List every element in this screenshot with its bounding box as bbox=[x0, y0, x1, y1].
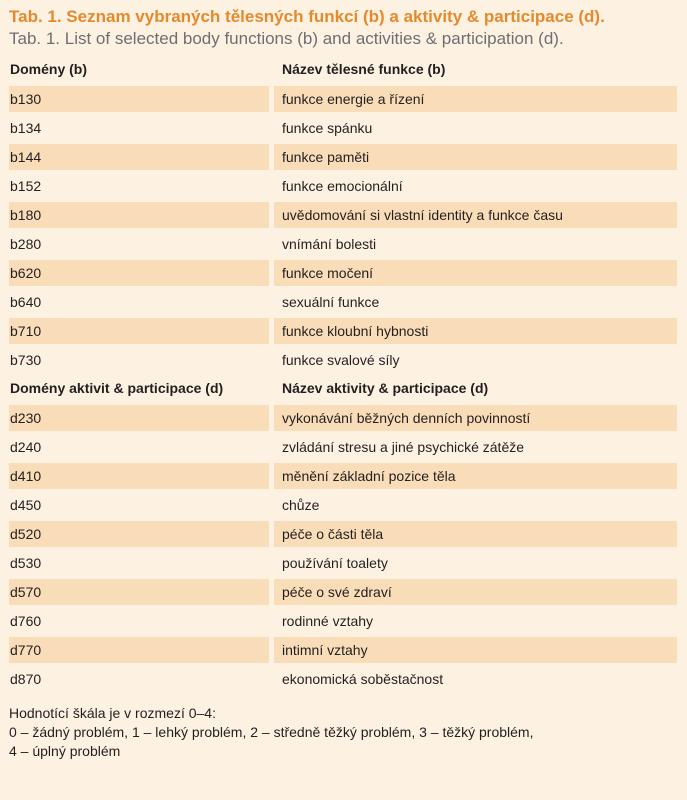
rating-scale-note bbox=[9, 704, 678, 761]
body-function-name-cell: sexuální funkce bbox=[274, 286, 677, 315]
activity-code-cell: d870 bbox=[9, 663, 274, 692]
activity-code-cell: d520 bbox=[9, 518, 274, 547]
header-domains-b: Domény (b) bbox=[10, 60, 87, 77]
table-row bbox=[9, 460, 677, 489]
body-function-code-cell: b152 bbox=[9, 170, 274, 199]
header-activity-name: Název aktivity & participace (d) bbox=[282, 379, 489, 396]
activity-code-cell: d530 bbox=[9, 547, 274, 576]
table-row bbox=[9, 663, 677, 692]
activity-name-cell: chůze bbox=[274, 489, 677, 518]
table-row bbox=[9, 257, 677, 286]
functions-table-body bbox=[9, 54, 677, 692]
activity-name-cell: rodinné vztahy bbox=[274, 605, 677, 634]
table-row bbox=[9, 489, 677, 518]
functions-table bbox=[9, 54, 677, 692]
body-function-code-cell: b180 bbox=[9, 199, 274, 228]
table-row bbox=[9, 576, 677, 605]
activity-code-cell: d760 bbox=[9, 605, 274, 634]
body-function-name-cell: funkce spánku bbox=[274, 112, 677, 141]
activity-code-cell: d410 bbox=[9, 460, 274, 489]
activity-name-cell: měnění základní pozice těla bbox=[274, 460, 677, 489]
body-function-name-cell: funkce paměti bbox=[274, 141, 677, 170]
body-function-name-cell: uvědomování si vlastní identity a funkce času bbox=[274, 199, 677, 228]
table-row bbox=[9, 315, 677, 344]
table-row bbox=[9, 83, 677, 112]
activity-code-cell: d450 bbox=[9, 489, 274, 518]
activity-code-cell: d770 bbox=[9, 634, 274, 663]
table-row bbox=[9, 547, 677, 576]
note-line-2: 0 – žádný problém, 1 – lehký problém, 2 – středně těžký problém, 3 – těžký problém, bbox=[9, 724, 534, 740]
note-line-1: Hodnotící škála je v rozmezí 0–4: bbox=[9, 705, 216, 721]
table-row bbox=[9, 431, 677, 460]
activity-code-cell: d570 bbox=[9, 576, 274, 605]
table-row bbox=[9, 634, 677, 663]
header-body-function-name: Název tělesné funkce (b) bbox=[282, 60, 446, 77]
table-row bbox=[9, 112, 677, 141]
activity-name-cell: používání toalety bbox=[274, 547, 677, 576]
table-row bbox=[9, 518, 677, 547]
table-row bbox=[9, 402, 677, 431]
table-row bbox=[9, 228, 677, 257]
body-function-code-cell: b730 bbox=[9, 344, 274, 373]
body-function-code-cell: b144 bbox=[9, 141, 274, 170]
body-function-name-cell: funkce energie a řízení bbox=[274, 83, 677, 112]
body-function-code-cell: b640 bbox=[9, 286, 274, 315]
table-row bbox=[9, 170, 677, 199]
activity-name-cell: zvládání stresu a jiné psychické zátěže bbox=[274, 431, 677, 460]
activity-name-cell: vykonávání běžných denních povinností bbox=[274, 402, 677, 431]
activity-name-cell: péče o části těla bbox=[274, 518, 677, 547]
body-function-name-cell: vnímání bolesti bbox=[274, 228, 677, 257]
body-function-code-cell: b134 bbox=[9, 112, 274, 141]
table-row bbox=[9, 344, 677, 373]
body-function-name-cell: funkce svalové síly bbox=[274, 344, 677, 373]
table-title-english: Tab. 1. List of selected body functions (b) and activities & participation (d). bbox=[9, 29, 564, 48]
body-function-code-cell: b280 bbox=[9, 228, 274, 257]
activities-header-row bbox=[9, 373, 677, 402]
table-row bbox=[9, 141, 677, 170]
body-function-code-cell: b710 bbox=[9, 315, 274, 344]
table-row bbox=[9, 199, 677, 228]
body-function-name-cell: funkce močení bbox=[274, 257, 677, 286]
activity-name-cell: intimní vztahy bbox=[274, 634, 677, 663]
activity-code-cell: d230 bbox=[9, 402, 274, 431]
body-function-code-cell: b620 bbox=[9, 257, 274, 286]
activity-name-cell: ekonomická soběstačnost bbox=[274, 663, 677, 692]
body-function-name-cell: funkce kloubní hybnosti bbox=[274, 315, 677, 344]
activity-code-cell: d240 bbox=[9, 431, 274, 460]
body-function-name-cell: funkce emocionální bbox=[274, 170, 677, 199]
note-line-3: 4 – úplný problém bbox=[9, 743, 121, 759]
table-row bbox=[9, 286, 677, 315]
table-title-czech: Tab. 1. Seznam vybraných tělesných funkcí (b) a aktivity & participace (d). bbox=[9, 7, 605, 26]
body-functions-header-row bbox=[9, 54, 677, 83]
header-domains-d: Domény aktivit & participace (d) bbox=[10, 379, 224, 396]
activity-name-cell: péče o své zdraví bbox=[274, 576, 677, 605]
body-function-code-cell: b130 bbox=[9, 83, 274, 112]
table-row bbox=[9, 605, 677, 634]
